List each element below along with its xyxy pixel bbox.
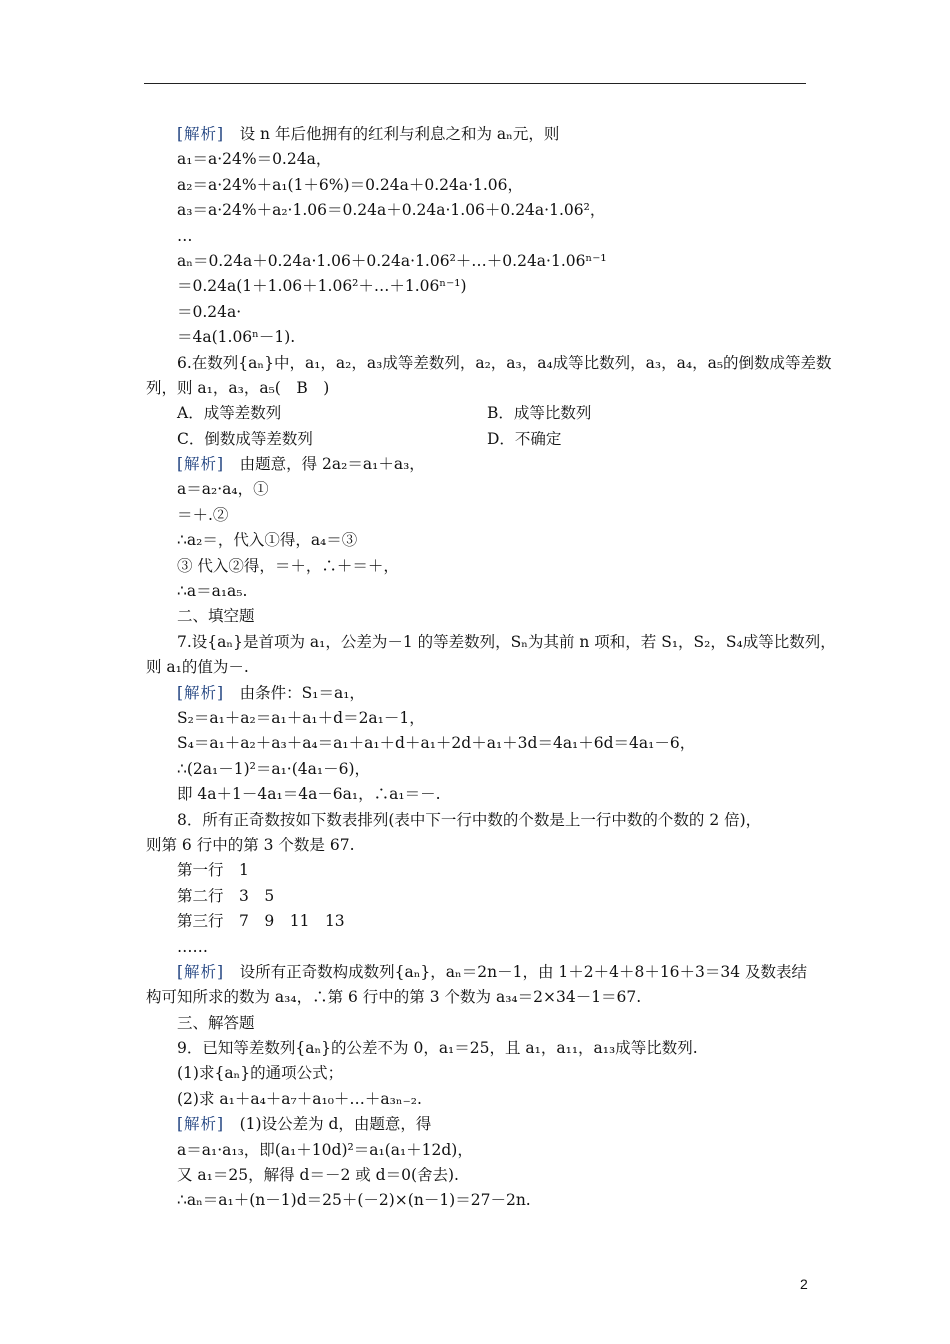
line-text: ∴a＝a₁a₅. <box>177 582 248 601</box>
text-line <box>146 1188 808 1213</box>
text-line <box>146 1061 808 1086</box>
line-text: ∴(2a₁－1)²＝a₁·(4a₁－6)， <box>177 759 371 778</box>
text-line <box>146 1163 808 1188</box>
analysis-tag: [解析] <box>177 125 225 143</box>
text-line <box>146 224 808 249</box>
text-line <box>146 655 808 680</box>
text-line <box>146 452 808 477</box>
analysis-tag: [解析] <box>177 1115 225 1134</box>
line-text: aₙ＝0.24a＋0.24a·1.06＋0.24a·1.06²＋…＋0.24a·1.06ⁿ⁻¹ <box>177 251 607 270</box>
text-line <box>146 808 808 833</box>
line-text: 又 a₁＝25，解得 d＝－2 或 d＝0(舍去). <box>177 1166 459 1185</box>
line-text: 由题意，得 2a₂＝a₁＋a₃， <box>239 455 425 474</box>
text-line <box>146 960 808 985</box>
text-line <box>146 503 808 528</box>
text-line <box>146 173 808 198</box>
line-text: 即 4a＋1－4a₁＝4a－6a₁，∴a₁＝－. <box>177 785 441 804</box>
text-line <box>146 1112 808 1137</box>
analysis-tag: [解析] <box>177 455 225 474</box>
text-line <box>146 351 832 376</box>
text-line <box>146 833 808 858</box>
page-number: 2 <box>800 1276 808 1292</box>
text-line <box>146 1138 808 1163</box>
choice-option: D．不确定 <box>487 429 562 448</box>
line-text: ∴aₙ＝a₁＋(n－1)d＝25＋(－2)×(n－1)＝27－2n. <box>177 1191 531 1210</box>
text-line <box>146 528 808 553</box>
line-text: 则 a₁的值为－. <box>146 658 249 677</box>
line-text: (1)求{aₙ}的通项公式； <box>177 1064 344 1083</box>
choice-option: B．成等比数列 <box>487 404 592 423</box>
analysis-tag: [解析] <box>177 683 225 702</box>
line-text: ＝＋.② <box>177 505 229 524</box>
text-line <box>146 731 808 756</box>
text-line <box>146 985 808 1010</box>
line-text: 由条件：S₁＝a₁， <box>239 683 365 702</box>
text-line <box>146 1036 808 1061</box>
line-text: ∴a₂＝，代入①得，a₄＝③ <box>177 531 358 550</box>
text-line <box>146 935 808 960</box>
line-text: 8．所有正奇数按如下数表排列(表中下一行中数的个数是上一行中数的个数的 2 倍)， <box>177 810 762 829</box>
line-text: 设 n 年后他拥有的红利与利息之和为 aₙ元，则 <box>239 125 560 143</box>
line-text: 二、填空题 <box>177 607 255 626</box>
text-line <box>146 376 808 401</box>
line-text: 第一行 1 <box>177 861 249 880</box>
text-line <box>146 122 808 147</box>
text-line <box>146 630 836 655</box>
choice-option: A．成等差数列 <box>177 404 282 423</box>
text-line <box>146 681 808 706</box>
line-text: ③ 代入②得，＝＋，∴＋＝＋， <box>177 556 399 575</box>
line-text: 设所有正奇数构成数列{aₙ}，aₙ＝2n－1，由 1＋2＋4＋8＋16＋3＝34 及数表结 <box>239 962 808 981</box>
line-text: 列，则 a₁，a₃，a₅( B ) <box>146 378 330 397</box>
text-line <box>146 909 808 934</box>
line-text: a＝a₁·a₁₃，即(a₁＋10d)²＝a₁(a₁＋12d)， <box>177 1140 473 1159</box>
line-text: ＝4a(1.06ⁿ－1). <box>177 328 296 347</box>
line-text: (2)求 a₁＋a₄＋a₇＋a₁₀＋…＋a₃ₙ₋₂. <box>177 1089 422 1108</box>
line-text: 7.设{aₙ}是首项为 a₁，公差为－1 的等差数列，Sₙ为其前 n 项和，若 S₁，S₂，S₄成等比数列， <box>177 632 836 651</box>
text-line <box>146 1011 808 1036</box>
text-line <box>146 198 808 223</box>
choice-option: C．倒数成等差数列 <box>177 429 313 448</box>
text-line <box>146 706 808 731</box>
line-text: 构可知所求的数为 a₃₄，∴第 6 行中的第 3 个数为 a₃₄＝2×34－1＝67. <box>146 988 642 1007</box>
text-line <box>146 554 808 579</box>
line-text: a₃＝a·24%＋a₂·1.06＝0.24a＋0.24a·1.06＋0.24a·1.06²， <box>177 201 606 220</box>
line-text: S₂＝a₁＋a₂＝a₁＋a₁＋d＝2a₁－1， <box>177 708 425 727</box>
text-line <box>146 579 808 604</box>
line-text: 9．已知等差数列{aₙ}的公差不为 0，a₁＝25，且 a₁，a₁₁，a₁₃成等比数列. <box>177 1039 698 1058</box>
line-text: 第三行 7 9 11 13 <box>177 912 345 931</box>
text-line <box>146 604 808 629</box>
text-line <box>146 782 808 807</box>
line-text: ＝0.24a(1＋1.06＋1.06²＋…＋1.06ⁿ⁻¹) <box>177 277 467 296</box>
text-line <box>146 325 808 350</box>
line-text: 则第 6 行中的第 3 个数是 67. <box>146 835 355 854</box>
line-text: … <box>177 226 193 245</box>
line-text: ＝0.24a· <box>177 302 242 321</box>
text-line <box>146 884 808 909</box>
document-body <box>146 122 836 1214</box>
analysis-tag: [解析] <box>177 962 225 981</box>
text-line <box>146 401 808 426</box>
text-line <box>146 427 808 452</box>
line-text: (1)设公差为 d，由题意，得 <box>239 1115 432 1134</box>
text-line <box>146 147 808 172</box>
text-line <box>146 1087 808 1112</box>
line-text: 6.在数列{aₙ}中，a₁，a₂，a₃成等差数列，a₂，a₃，a₄成等比数列，a₃，a₄，a₅的倒数成等差数 <box>177 353 832 372</box>
text-line <box>146 757 808 782</box>
text-line <box>146 858 808 883</box>
line-text: …… <box>177 937 208 956</box>
text-line <box>146 249 808 274</box>
line-text: 第二行 3 5 <box>177 886 275 905</box>
text-line <box>146 477 808 502</box>
line-text: S₄＝a₁＋a₂＋a₃＋a₄＝a₁＋a₁＋d＋a₁＋2d＋a₁＋3d＝4a₁＋6d＝4a₁－6， <box>177 734 696 753</box>
text-line <box>146 274 808 299</box>
line-text: a₂＝a·24%＋a₁(1＋6%)＝0.24a＋0.24a·1.06， <box>177 175 524 194</box>
line-text: a＝a₂·a₄，① <box>177 480 269 499</box>
text-line <box>146 300 808 325</box>
line-text: a₁＝a·24%＝0.24a， <box>177 150 332 169</box>
line-text: 三、解答题 <box>177 1013 255 1032</box>
header-rule <box>144 83 806 84</box>
